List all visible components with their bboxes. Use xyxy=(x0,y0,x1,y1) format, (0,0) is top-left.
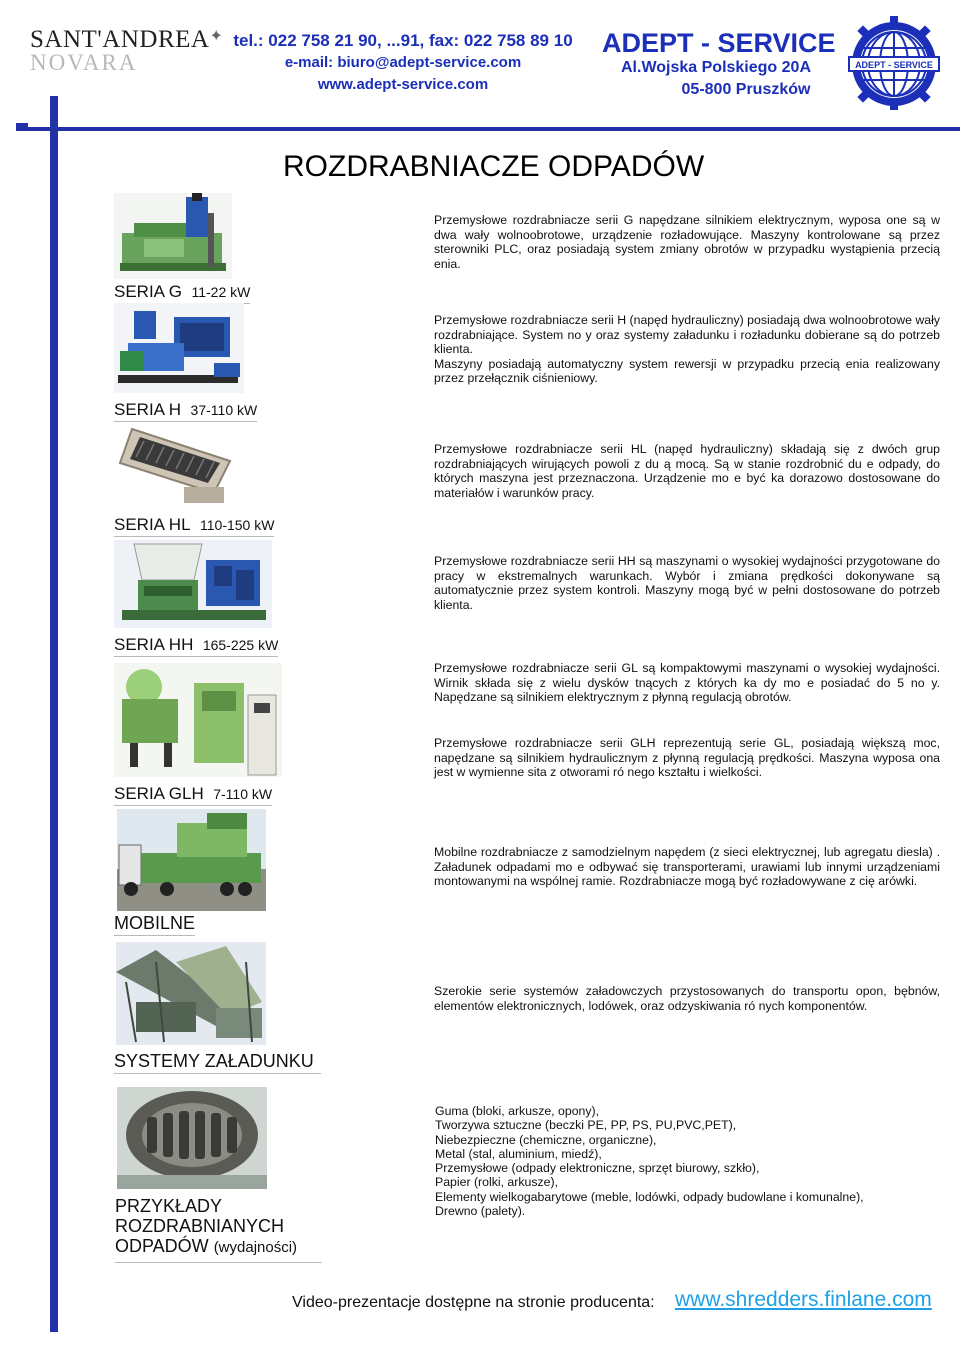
seria-hl-label xyxy=(114,515,274,537)
seria-glh-label xyxy=(114,784,272,806)
footer-text: Video-prezentacje dostępne na stronie producenta: xyxy=(292,1294,655,1311)
seria-h-machine-image xyxy=(114,303,244,393)
mobilne-label: MOBILNE xyxy=(114,913,195,936)
company-street: Al.Wojska Polskiego 20A xyxy=(621,59,811,76)
seria-hl-name: SERIA HL xyxy=(114,515,191,534)
page-title: ROZDRABNIACZE ODPADÓW xyxy=(283,150,705,183)
examples-list xyxy=(435,1104,864,1218)
seria-g-machine-image xyxy=(114,193,232,279)
seria-hh-label xyxy=(114,635,278,657)
examples-label-line1: PRZYKŁADY xyxy=(115,1196,223,1216)
examples-label-line2: ROZDRABNIANYCH xyxy=(115,1216,285,1236)
seria-glh-power: 7-110 kW xyxy=(213,786,273,802)
list-item: Niebezpieczne (chemiczne, organiczne), xyxy=(435,1132,657,1147)
vertical-divider xyxy=(50,96,58,1332)
contact-block xyxy=(228,30,578,96)
seria-h-description-p2: Maszyny posiadają automatyczny system rewersji w przypadku przecią enia realizowany przez przełącznik ciśnieniowy. xyxy=(434,356,940,385)
seria-gl-machine-image xyxy=(114,663,282,777)
company-website[interactable]: www.adept-service.com xyxy=(317,76,489,93)
globe-badge-text: ADEPT - SERVICE xyxy=(855,60,933,70)
systemy-zaladunku-label: SYSTEMY ZAŁADUNKU xyxy=(114,1051,321,1074)
seria-hh-name: SERIA HH xyxy=(114,635,194,654)
seria-glh-name: SERIA GLH xyxy=(114,784,204,803)
company-address xyxy=(602,28,836,102)
shredder-rotor-image xyxy=(117,1087,267,1189)
logo-sub-text: NOVARA xyxy=(30,50,138,75)
horizontal-divider-tick xyxy=(16,123,28,127)
examples-label-suffix: (wydajności) xyxy=(213,1239,298,1256)
seria-h-description-p1: Przemysłowe rozdrabniacze serii H (napęd hydrauliczny) posiadają dwa wolnoobrotowe wały rozdrabniające. System no y oraz systemy załadunku i rozładunku dobierane są do potrzeb klienta. xyxy=(434,313,940,356)
seria-g-power: 11-22 kW xyxy=(191,284,251,300)
list-item: Metal (stal, aluminium, miedź), xyxy=(435,1146,602,1161)
list-item: Papier (rolki, arkusze), xyxy=(435,1175,559,1190)
seria-hh-description: Przemysłowe rozdrabniacze serii HH są maszynami o wysokiej wydajności przygotowane do pracy w ekstremalnych warunkach. Wybór i zmiana prędkości dokonywane są automatycznie przez system kontroli. Maszyny mogą być w pełni dostosowane do potrzeb klienta. xyxy=(434,554,940,612)
company-city: 05-800 Pruszków xyxy=(681,81,811,98)
seria-h-power: 37-110 kW xyxy=(190,402,258,418)
phone-fax: tel.: 022 758 21 90, ...91, fax: 022 758 89 10 xyxy=(233,31,573,50)
star-icon: ✦ xyxy=(209,28,224,45)
seria-h-label xyxy=(114,400,257,422)
seria-hh-machine-image xyxy=(114,540,272,628)
producer-website-link[interactable]: www.shredders.finlane.com xyxy=(675,1288,932,1311)
email[interactable]: e-mail: biuro@adept-service.com xyxy=(284,54,522,71)
seria-hl-machine-image xyxy=(114,423,238,509)
list-item: Tworzywa sztuczne (beczki PE, PP, PS, PU,PVC,PET), xyxy=(435,1118,737,1133)
globe-gear-logo-icon xyxy=(846,14,942,110)
seria-h-description xyxy=(434,313,940,386)
list-item: Elementy wielkogabarytowe (meble, lodówki, odpady budowlane i komunalne), xyxy=(435,1189,864,1204)
seria-g-label xyxy=(114,282,250,304)
systemy-zaladunku-image xyxy=(116,942,266,1045)
examples-label-line3: ODPADÓW xyxy=(115,1236,209,1256)
list-item: Przemysłowe (odpady elektroniczne, sprzęt biurowy, szkło), xyxy=(435,1161,760,1176)
seria-gl-description: Przemysłowe rozdrabniacze serii GL są kompaktowymi maszynami o wysokiej wydajności. Wirnik składa się z wielu dysków tnących z których ka dy mo e posiadać do 5 no y. Napędzane są silnikiem elektrycznym z płynną regulacją obrotów. xyxy=(434,661,940,704)
examples-label xyxy=(115,1196,322,1263)
horizontal-divider xyxy=(16,127,960,131)
list-item: Guma (bloki, arkusze, opony), xyxy=(435,1104,600,1118)
seria-glh-description: Przemysłowe rozdrabniacze serii GLH reprezentują serie GL, posiadają większą moc, napędzane są silnikiem hydraulicznym z płynną regulacją prędkości. Maszyna wyposa ona jest w wymienne sita z otworami ró nego kształtu i wielkości. xyxy=(434,736,940,779)
seria-hl-power: 110-150 kW xyxy=(200,517,275,533)
seria-g-description: Przemysłowe rozdrabniacze serii G napędzane silnikiem elektrycznym, wyposa one są w dwa wały wolnoobrotowe, urządzenie rozładowujące. Maszyny kontrolowane są przez sterowniki PLC, oraz posiadają system zmiany obrotów w przypadku wystąpienia przecią enia. xyxy=(434,213,940,271)
logo-main-text: SANT'ANDREA xyxy=(30,26,210,53)
seria-hl-description: Przemysłowe rozdrabniacze serii HL (napęd hydrauliczny) składają się z dwóch grup rozdrabniających wirujących powoli z du ą mocą. Są w stanie rozdrobnić du e odpady, do których maszyna jest przeznaczona. Urządzenie mo e być ka dorazowo dostosowane do materiałów i warunków pracy. xyxy=(434,442,940,500)
seria-h-name: SERIA H xyxy=(114,400,182,419)
mobilne-truck-image xyxy=(117,809,266,911)
santandrea-logo xyxy=(30,26,224,76)
seria-hh-power: 165-225 kW xyxy=(202,637,279,653)
seria-g-name: SERIA G xyxy=(114,282,183,301)
list-item: Drewno (palety). xyxy=(435,1204,526,1219)
company-name: ADEPT - SERVICE xyxy=(602,28,836,58)
mobilne-description: Mobilne rozdrabniacze z samodzielnym napędem (z sieci elektrycznej, lub agregatu diesla) . Załadunek odpadami mo e odbywać się transporterami, urawiami lub innymi urządzeniami montowanymi na wspólnej ramie. Rozdrabniacze mogą być rozładowywane z cię arówki. xyxy=(434,845,940,888)
systemy-zaladunku-description: Szerokie serie systemów załadowczych przystosowanych do transportu opon, bębnów, elementów elektronicznych, lodówek, oraz odzyskiwania ró nych komponentów. xyxy=(434,984,940,1013)
